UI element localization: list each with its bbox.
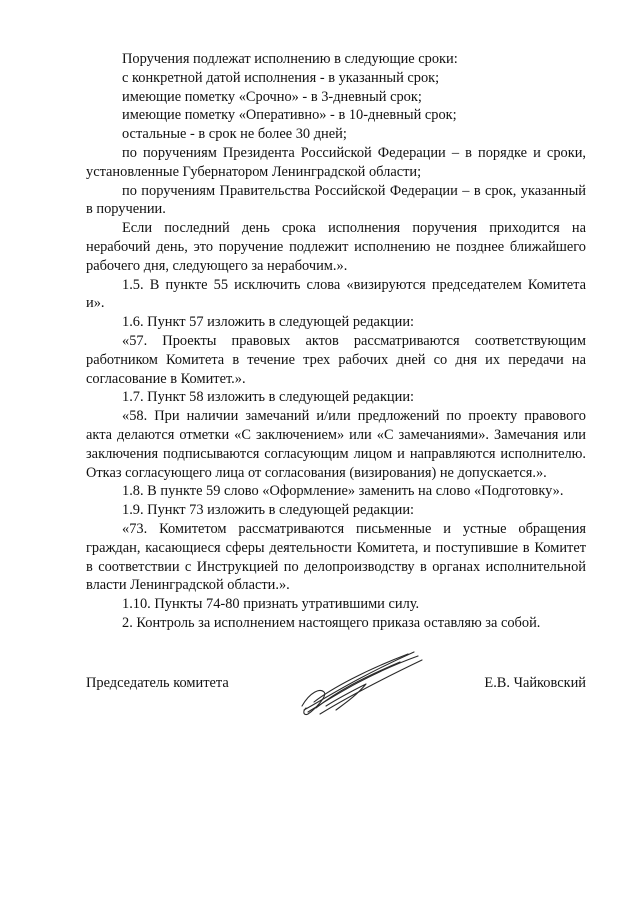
- signatory-position: Председатель комитета: [86, 675, 229, 691]
- paragraph-item-1-7: 1.7. Пункт 58 изложить в следующей редакции:: [122, 389, 415, 406]
- paragraph-item-1-6: 1.6. Пункт 57 изложить в следующей редакции:: [122, 314, 415, 331]
- paragraph-government-orders: по поручениям Правительства Российской Федерации – в срок, указанный в поручении.: [86, 182, 586, 218]
- paragraph-item-1-10: 1.10. Пункты 74-80 признать утратившими силу.: [122, 596, 420, 613]
- paragraph-clause-57: «57. Проекты правовых актов рассматриваются соответствующим работником Комитета в течение трех рабочих дней со дня их передачи на согласование в Комитет.».: [86, 332, 586, 387]
- paragraph-deadline-specific-date: с конкретной датой исполнения - в указанный срок;: [122, 69, 440, 86]
- handwritten-signature-icon: [296, 648, 426, 718]
- paragraph-clause-73: «73. Комитетом рассматриваются письменные и устные обращения граждан, касающиеся сферы деятельности Комитета, и поступившие в Комитет в соответствии с Инструкцией по делопроизводству в органах исполнительной власти Ленинградской области.».: [86, 520, 586, 594]
- paragraph-deadlines-intro: Поручения подлежат исполнению в следующие сроки:: [122, 51, 458, 67]
- paragraph-item-2: 2. Контроль за исполнением настоящего приказа оставляю за собой.: [122, 614, 541, 631]
- paragraph-clause-58: «58. При наличии замечаний и/или предложений по проекту правового акта делаются отметки «С заключением» или «С замечаниями». Замечания или заключения подписываются согласующим лицом и направляются исполнителю. Отказ согласующего лица от согласования (визирования) не допускается.».: [86, 408, 586, 481]
- paragraph-nonworking-day: Если последний день срока исполнения поручения приходится на нерабочий день, это поручение подлежит исполнению не позднее ближайшего рабочего дня, следующего за нерабочим.».: [86, 220, 586, 274]
- paragraph-deadline-other: остальные - в срок не более 30 дней;: [122, 126, 347, 143]
- signatory-name: Е.В. Чайковский: [484, 675, 586, 691]
- document-body: [86, 50, 586, 633]
- paragraph-item-1-8: 1.8. В пункте 59 слово «Оформление» заменить на слово «Подготовку».: [122, 483, 564, 500]
- paragraph-item-1-5: 1.5. В пункте 55 исключить слова «визируются председателем Комитета и».: [86, 276, 586, 312]
- paragraph-deadline-operative: имеющие пометку «Оперативно» - в 10-дневный срок;: [122, 107, 457, 124]
- paragraph-president-orders: по поручениям Президента Российской Федерации – в порядке и сроки, установленные Губернатором Ленинградской области;: [86, 144, 586, 180]
- paragraph-item-1-9: 1.9. Пункт 73 изложить в следующей редакции:: [122, 502, 415, 519]
- paragraph-deadline-urgent: имеющие пометку «Срочно» - в 3-дневный срок;: [122, 88, 422, 105]
